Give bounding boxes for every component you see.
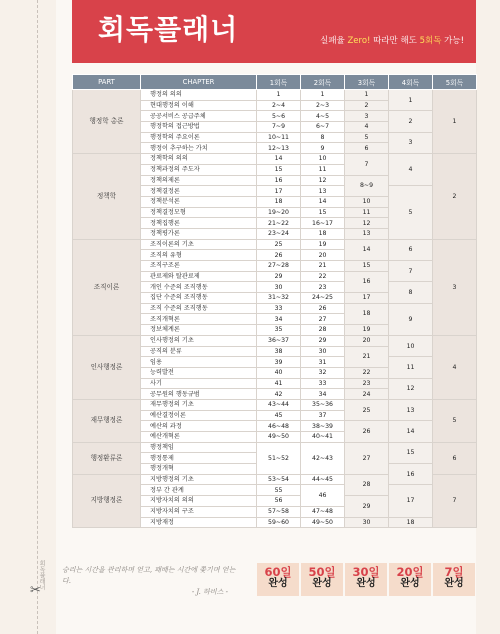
round-1-cell: 53~54	[257, 474, 301, 485]
round-4-cell: 7	[389, 261, 433, 282]
chapter-cell: 정책집행론	[141, 218, 257, 229]
chapter-cell: 행정학의 주요이론	[141, 132, 257, 143]
round-2-cell: 6~7	[301, 122, 345, 133]
round-3-cell: 1	[345, 90, 389, 101]
round-5-cell: 6	[433, 442, 477, 474]
round-4-cell: 16	[389, 464, 433, 485]
round-3-cell: 7	[345, 154, 389, 175]
round-1-cell: 1	[257, 90, 301, 101]
round-1-cell: 18	[257, 196, 301, 207]
side-label: 회독플래너	[38, 560, 45, 590]
chapter-cell: 조직 수준의 조직행동	[141, 303, 257, 314]
chapter-cell: 정책과정의 주도자	[141, 164, 257, 175]
round-3-cell: 27	[345, 442, 389, 474]
table-row	[73, 90, 477, 101]
part-cell: 정책학	[73, 154, 141, 240]
round-4-cell: 11	[389, 357, 433, 378]
chapter-cell: 정책의제론	[141, 175, 257, 186]
chapter-cell: 임용	[141, 357, 257, 368]
completion-box-2	[301, 563, 343, 596]
round-1-cell: 36~37	[257, 335, 301, 346]
table-row	[73, 239, 477, 250]
table-row	[73, 335, 477, 346]
col-header-round-2: 2회독	[301, 75, 345, 90]
round-2-cell: 9	[301, 143, 345, 154]
round-2-cell: 49~50	[301, 517, 345, 528]
round-2-cell: 29	[301, 335, 345, 346]
round-3-cell: 12	[345, 218, 389, 229]
round-2-cell: 13	[301, 186, 345, 197]
round-2-cell: 18	[301, 228, 345, 239]
part-cell: 행정환류론	[73, 442, 141, 474]
round-2-cell: 2~3	[301, 100, 345, 111]
round-2-cell: 37	[301, 410, 345, 421]
round-1-cell: 10~11	[257, 132, 301, 143]
table-row	[73, 399, 477, 410]
round-1-cell: 15	[257, 164, 301, 175]
round-1-cell: 43~44	[257, 399, 301, 410]
round-3-cell: 2	[345, 100, 389, 111]
chapter-cell: 조직개혁론	[141, 314, 257, 325]
chapter-cell: 공무원의 행동규범	[141, 389, 257, 400]
round-2-cell: 28	[301, 325, 345, 336]
round-2-cell: 35~36	[301, 399, 345, 410]
quote-text: 승리는 시간을 관리하며 얻고, 패배는 시간에 쫓기며 얻는다.	[62, 566, 236, 585]
chapter-cell: 지방자치의 구조	[141, 506, 257, 517]
round-2-cell: 19	[301, 239, 345, 250]
round-1-cell: 45	[257, 410, 301, 421]
planner-table	[72, 74, 477, 528]
round-1-cell: 25	[257, 239, 301, 250]
chapter-cell: 정책결정모형	[141, 207, 257, 218]
chapter-cell: 정부 간 관계	[141, 485, 257, 496]
round-5-cell: 1	[433, 90, 477, 154]
quote-author: - J. 하비스 -	[191, 588, 228, 596]
round-2-cell: 14	[301, 196, 345, 207]
completion-box-5	[433, 563, 475, 596]
col-header-part: PART	[73, 75, 141, 90]
quote	[62, 565, 242, 598]
round-5-cell: 4	[433, 335, 477, 399]
table-header-row	[73, 75, 477, 90]
chapter-cell: 집단 수준의 조직행동	[141, 293, 257, 304]
chapter-cell: 조직의 유형	[141, 250, 257, 261]
chapter-cell: 정책결정론	[141, 186, 257, 197]
col-header-round-1: 1회독	[257, 75, 301, 90]
round-1-cell: 57~58	[257, 506, 301, 517]
completion-days: 30일	[352, 565, 380, 579]
round-2-cell: 4~5	[301, 111, 345, 122]
round-2-cell: 21	[301, 261, 345, 272]
part-cell: 지방행정론	[73, 474, 141, 527]
round-2-cell: 26	[301, 303, 345, 314]
round-1-cell: 42	[257, 389, 301, 400]
round-1-cell: 14	[257, 154, 301, 165]
round-1-cell: 12~13	[257, 143, 301, 154]
chapter-cell: 관료제와 탈관료제	[141, 271, 257, 282]
round-2-cell: 15	[301, 207, 345, 218]
round-1-cell: 30	[257, 282, 301, 293]
col-header-round-3: 3회독	[345, 75, 389, 90]
round-2-cell: 31	[301, 357, 345, 368]
col-header-chapter: CHAPTER	[141, 75, 257, 90]
round-5-cell: 3	[433, 239, 477, 335]
round-1-cell: 41	[257, 378, 301, 389]
scissors-icon: ✂	[30, 583, 41, 598]
round-2-cell: 16~17	[301, 218, 345, 229]
completion-box-4	[389, 563, 431, 596]
round-5-cell: 2	[433, 154, 477, 240]
chapter-cell: 지방재정	[141, 517, 257, 528]
chapter-cell: 조직구조론	[141, 261, 257, 272]
round-1-cell: 51~52	[257, 442, 301, 474]
round-1-cell: 5~6	[257, 111, 301, 122]
chapter-cell: 현대행정의 이해	[141, 100, 257, 111]
round-1-cell: 7~9	[257, 122, 301, 133]
round-2-cell: 1	[301, 90, 345, 101]
round-1-cell: 56	[257, 496, 301, 507]
round-4-cell: 1	[389, 90, 433, 111]
round-4-cell: 10	[389, 335, 433, 356]
round-3-cell: 24	[345, 389, 389, 400]
chapter-cell: 개인 수준의 조직행동	[141, 282, 257, 293]
round-3-cell: 21	[345, 346, 389, 367]
chapter-cell: 지방행정의 기초	[141, 474, 257, 485]
round-4-cell: 13	[389, 399, 433, 420]
round-1-cell: 26	[257, 250, 301, 261]
completion-days: 60일	[264, 565, 292, 579]
round-1-cell: 55	[257, 485, 301, 496]
completion-box-3	[345, 563, 387, 596]
chapter-cell: 행정통제	[141, 453, 257, 464]
round-2-cell: 46	[301, 485, 345, 506]
round-3-cell: 15	[345, 261, 389, 272]
round-1-cell: 31~32	[257, 293, 301, 304]
round-4-cell: 9	[389, 303, 433, 335]
round-1-cell: 46~48	[257, 421, 301, 432]
chapter-cell: 정책평가론	[141, 228, 257, 239]
completion-label: 완성	[312, 578, 332, 589]
round-4-cell: 18	[389, 517, 433, 528]
round-4-cell: 15	[389, 442, 433, 463]
completion-label: 완성	[268, 578, 288, 589]
col-header-round-4: 4회독	[389, 75, 433, 90]
round-3-cell: 3	[345, 111, 389, 122]
round-3-cell: 19	[345, 325, 389, 336]
cut-line	[37, 0, 38, 634]
round-1-cell: 59~60	[257, 517, 301, 528]
round-5-cell: 5	[433, 399, 477, 442]
table-row	[73, 154, 477, 165]
chapter-cell: 행정개혁	[141, 464, 257, 475]
round-1-cell: 33	[257, 303, 301, 314]
round-3-cell: 8~9	[345, 175, 389, 196]
round-2-cell: 22	[301, 271, 345, 282]
round-1-cell: 40	[257, 367, 301, 378]
completion-days: 7일	[444, 565, 464, 579]
round-3-cell: 20	[345, 335, 389, 346]
round-3-cell: 17	[345, 293, 389, 304]
round-3-cell: 11	[345, 207, 389, 218]
round-2-cell: 42~43	[301, 442, 345, 474]
round-1-cell: 17	[257, 186, 301, 197]
round-4-cell: 14	[389, 421, 433, 442]
round-4-cell: 12	[389, 378, 433, 399]
chapter-cell: 예산결정이론	[141, 410, 257, 421]
chapter-cell: 사기	[141, 378, 257, 389]
round-4-cell: 8	[389, 282, 433, 303]
round-3-cell: 22	[345, 367, 389, 378]
round-4-cell: 5	[389, 186, 433, 239]
page-title: 회독플래너	[98, 13, 239, 46]
round-2-cell: 10	[301, 154, 345, 165]
chapter-cell: 재무행정의 기초	[141, 399, 257, 410]
col-header-round-5: 5회독	[433, 75, 477, 90]
round-2-cell: 20	[301, 250, 345, 261]
round-1-cell: 39	[257, 357, 301, 368]
chapter-cell: 행정이 추구하는 가치	[141, 143, 257, 154]
round-4-cell: 4	[389, 154, 433, 186]
round-1-cell: 19~20	[257, 207, 301, 218]
completion-box-1	[257, 563, 299, 596]
round-3-cell: 29	[345, 496, 389, 517]
round-3-cell: 26	[345, 421, 389, 442]
chapter-cell: 예산개혁론	[141, 432, 257, 443]
round-4-cell: 2	[389, 111, 433, 132]
round-2-cell: 12	[301, 175, 345, 186]
round-4-cell: 17	[389, 485, 433, 517]
chapter-cell: 능력발전	[141, 367, 257, 378]
round-3-cell: 13	[345, 228, 389, 239]
completion-days: 50일	[308, 565, 336, 579]
round-1-cell: 34	[257, 314, 301, 325]
round-1-cell: 16	[257, 175, 301, 186]
round-3-cell: 18	[345, 303, 389, 324]
round-5-cell: 7	[433, 474, 477, 527]
round-2-cell: 24~25	[301, 293, 345, 304]
chapter-cell: 행정의 의의	[141, 90, 257, 101]
completion-label: 완성	[356, 578, 376, 589]
round-1-cell: 27~28	[257, 261, 301, 272]
round-2-cell: 23	[301, 282, 345, 293]
round-1-cell: 35	[257, 325, 301, 336]
part-cell: 조직이론	[73, 239, 141, 335]
round-2-cell: 32	[301, 367, 345, 378]
chapter-cell: 행정학의 접근방법	[141, 122, 257, 133]
round-3-cell: 16	[345, 271, 389, 292]
round-3-cell: 4	[345, 122, 389, 133]
round-2-cell: 34	[301, 389, 345, 400]
chapter-cell: 예산의 과정	[141, 421, 257, 432]
chapter-cell: 공직의 분류	[141, 346, 257, 357]
table-row	[73, 442, 477, 453]
round-2-cell: 8	[301, 132, 345, 143]
round-3-cell: 23	[345, 378, 389, 389]
round-1-cell: 49~50	[257, 432, 301, 443]
round-3-cell: 28	[345, 474, 389, 495]
round-2-cell: 38~39	[301, 421, 345, 432]
round-4-cell: 6	[389, 239, 433, 260]
round-1-cell: 21~22	[257, 218, 301, 229]
round-1-cell: 29	[257, 271, 301, 282]
round-1-cell: 23~24	[257, 228, 301, 239]
completion-days: 20일	[396, 565, 424, 579]
round-2-cell: 30	[301, 346, 345, 357]
chapter-cell: 정책분석론	[141, 196, 257, 207]
round-3-cell: 30	[345, 517, 389, 528]
round-2-cell: 11	[301, 164, 345, 175]
round-2-cell: 47~48	[301, 506, 345, 517]
round-1-cell: 2~4	[257, 100, 301, 111]
chapter-cell: 인사행정의 기초	[141, 335, 257, 346]
round-3-cell: 6	[345, 143, 389, 154]
page-subtitle: 실패율 Zero! 따라만 해도 5회독 가능!	[320, 36, 464, 46]
completion-label: 완성	[400, 578, 420, 589]
round-2-cell: 27	[301, 314, 345, 325]
header-banner	[72, 0, 476, 63]
round-2-cell: 40~41	[301, 432, 345, 443]
round-3-cell: 10	[345, 196, 389, 207]
chapter-cell: 공공서비스 공급주체	[141, 111, 257, 122]
part-cell: 행정학 총론	[73, 90, 141, 154]
round-3-cell: 14	[345, 239, 389, 260]
round-3-cell: 5	[345, 132, 389, 143]
part-cell: 인사행정론	[73, 335, 141, 399]
round-2-cell: 33	[301, 378, 345, 389]
chapter-cell: 정보체계론	[141, 325, 257, 336]
table-body	[73, 90, 477, 528]
part-cell: 재무행정론	[73, 399, 141, 442]
round-3-cell: 25	[345, 399, 389, 420]
round-2-cell: 44~45	[301, 474, 345, 485]
round-1-cell: 38	[257, 346, 301, 357]
completion-label: 완성	[444, 578, 464, 589]
round-4-cell: 3	[389, 132, 433, 153]
chapter-cell: 행정책임	[141, 442, 257, 453]
chapter-cell: 정책학의 의의	[141, 154, 257, 165]
chapter-cell: 조직이론의 기초	[141, 239, 257, 250]
chapter-cell: 지방자치의 의의	[141, 496, 257, 507]
